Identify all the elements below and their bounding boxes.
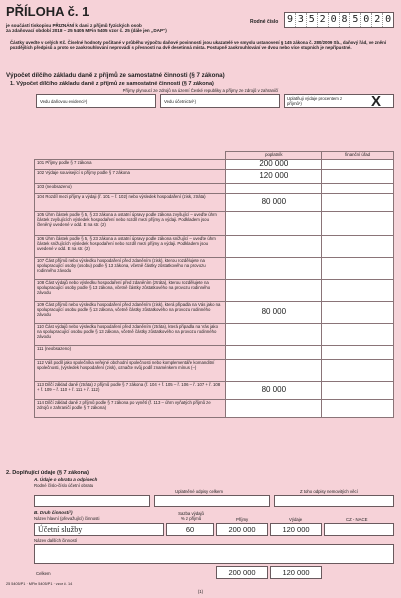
rc-label: Rodné číslo bbox=[250, 19, 279, 25]
other-activities-field[interactable] bbox=[34, 544, 394, 564]
row-value-poplatnik[interactable]: 80 000 bbox=[226, 193, 322, 211]
table-row bbox=[35, 193, 394, 211]
row-value-poplatnik[interactable]: 80 000 bbox=[226, 301, 322, 323]
rc-digit: 5 bbox=[350, 13, 361, 27]
vydaje-field[interactable] bbox=[284, 94, 394, 108]
row-value-poplatnik[interactable] bbox=[226, 359, 322, 381]
row-label: 107 Část příjmů nebo výsledku hospodaření před zdaněním (zisk), kterou rozdělujete na spolupracující osoby (osobu) podle § 13 zákona, včetně částky zůstatkového na provozu rodinného závodu bbox=[35, 257, 226, 279]
rc-digit: 3 bbox=[296, 13, 307, 27]
row-label: 109 Část příjmů nebo výsledku hospodaření před zdaněním (zisk), která připadla na Vás jako na spolupracující osobu podle § 13 zákona, včetně částky zůstatkového na provozu rodinného závodu bbox=[35, 301, 226, 323]
table-row bbox=[35, 279, 394, 301]
row-label: 106 Úhrn částek podle § 5, § 23 zákona a ostatní úpravy podle zákona snižující – uveďte úhrn částek snižujících výsledek hospodaření nebo rozdíl mezi příjmy a výdaji. Podkladem jsou uvedené v odd. E na str. (2) bbox=[35, 235, 226, 257]
total-label: Celkem bbox=[36, 571, 51, 576]
b-f2-label: Sazba výdajů % z příjmů bbox=[178, 511, 204, 521]
row-value-urad bbox=[322, 345, 394, 359]
table-row bbox=[35, 169, 394, 183]
table-row bbox=[35, 359, 394, 381]
table-row bbox=[35, 399, 394, 417]
rc-digit: 0 bbox=[385, 14, 392, 25]
section-title: Výpočet dílčího základu daně z příjmů ze samostatné činnosti (§ 7 zákona) bbox=[6, 72, 225, 79]
table-row bbox=[35, 301, 394, 323]
row-label: 101 Příjmy podle § 7 zákona bbox=[35, 159, 226, 169]
vydaje-checkbox[interactable]: X bbox=[370, 93, 381, 110]
rc-digit: 0 bbox=[361, 13, 372, 27]
a-f3-label: Z toho odpisy nemovitých věcí bbox=[300, 489, 358, 494]
ucetnictvi-field[interactable] bbox=[160, 94, 280, 108]
rc-digit: 9 bbox=[285, 13, 296, 27]
row-label: 113 Dílčí základ daně (ztráta) z příjmů podle § 7 zákona (ř. 104 + ř. 105 – ř. 106 – ř. 107 + ř. 108 + ř. 109 – ř. 110 + ř. 111 + ř. 112) bbox=[35, 381, 226, 399]
row-value-poplatnik[interactable] bbox=[226, 257, 322, 279]
row-label: 105 Úhrn částek podle § 5, § 23 zákona a ostatní úpravy podle zákona zvyšující – uveďte úhrn částek zvyšujících výsledek hospodaření nebo rozdíl mezi příjmy a výdaji. Podkladem jsou členěný uvedené v odd. E na str. (2) bbox=[35, 211, 226, 235]
form-title: PŘÍLOHA č. 1 bbox=[6, 4, 90, 19]
row-value-poplatnik[interactable] bbox=[226, 183, 322, 193]
col-poplatnik: poplatník bbox=[226, 152, 322, 160]
table-row bbox=[35, 323, 394, 345]
row-value-poplatnik[interactable] bbox=[226, 211, 322, 235]
a-f2-label: Uplatněné odpisy celkem bbox=[175, 489, 224, 494]
table-row bbox=[35, 159, 394, 169]
rc-digit: 2 bbox=[318, 13, 329, 27]
total-income-field[interactable]: 200 000 bbox=[216, 566, 268, 579]
total-expense-field[interactable]: 120 000 bbox=[270, 566, 322, 579]
row-value-urad bbox=[322, 359, 394, 381]
a-f1-field[interactable] bbox=[34, 495, 150, 507]
row-label: 110 Část výdajů nebo výsledku hospodaření před zdaněním (ztráta), která připadla na Vás jako na spolupracující osobu podle § 13 zákona, včetně částky zůstatkového na provozu rodinného závodu bbox=[35, 323, 226, 345]
table-row bbox=[35, 345, 394, 359]
row-label: 102 Výdaje související s příjmy podle § 7 zákona bbox=[35, 169, 226, 183]
table-row bbox=[35, 235, 394, 257]
row-value-poplatnik[interactable]: 200 000 bbox=[226, 159, 322, 169]
a-title: A. Údaje o obratu a odpisech bbox=[34, 477, 98, 482]
row-value-urad bbox=[322, 381, 394, 399]
b-f4-label: Výdaje bbox=[289, 517, 303, 522]
rc-digit: 0 bbox=[329, 13, 340, 27]
rc-digit: 2 bbox=[372, 13, 383, 27]
section-subtitle: 1. Výpočet dílčího základu daně z příjmů ze samostatné činnosti (§ 7 zákona) bbox=[10, 81, 214, 87]
b-f1-label: Název hlavní (převažující) činnosti bbox=[34, 516, 100, 521]
row-value-urad bbox=[322, 169, 394, 183]
evidence-label: Vedu daňovou evidenci¹) bbox=[40, 99, 88, 104]
row-label: 112 Váš podíl jako společníka veřejné obchodní společnosti nebo komplementáře komanditní společnosti, (výsledek hospodaření (zisk), označte svůj podíl znaménkem mínus (–) bbox=[35, 359, 226, 381]
other-label: Název dalších činností bbox=[34, 538, 77, 543]
form-subtitle-2: za zdaňovací období 2018 – 25 5405 MFin 5405 vzor č. 25 (dále jen „DAP“) bbox=[6, 28, 167, 33]
row-value-urad bbox=[322, 257, 394, 279]
row-value-urad bbox=[322, 399, 394, 417]
page-number: (1) bbox=[197, 589, 204, 594]
b-f5-label: CZ - NACE bbox=[346, 517, 368, 522]
rc-field[interactable] bbox=[284, 12, 394, 28]
row-value-urad bbox=[322, 235, 394, 257]
row-value-urad bbox=[322, 279, 394, 301]
row-label: 104 Rozdíl mezi příjmy a výdaji (ř. 101 – ř. 102) nebo výsledek hospodaření (zisk, ztráta) bbox=[35, 193, 226, 211]
row-label: 108 Část výdajů nebo výsledku hospodaření před zdaněním (ztráta), kterou rozdělujete na spolupracující osoby podle § 13 zákona, včetně částky zůstatkového na provozu rodinného závodu bbox=[35, 279, 226, 301]
row-value-urad bbox=[322, 301, 394, 323]
row-value-poplatnik[interactable] bbox=[226, 345, 322, 359]
vydaje-label: Uplatňuji výdaje procentem z příjmů¹) bbox=[287, 96, 343, 106]
row-label: 111 (neobsazeno) bbox=[35, 345, 226, 359]
a-f3-field[interactable] bbox=[274, 495, 394, 507]
b-title: B. Druh činnosti¹) bbox=[34, 510, 73, 515]
b-f3-label: Příjmy bbox=[236, 517, 249, 522]
section2-title: 2. Doplňující údaje (§ 7 zákona) bbox=[6, 470, 89, 476]
a-f1-label: Rodné číslo-číslo účetní obratu bbox=[34, 483, 94, 488]
table-row bbox=[35, 211, 394, 235]
row-value-poplatnik[interactable] bbox=[226, 399, 322, 417]
ucetnictvi-label: Vedu účetnictví¹) bbox=[164, 99, 197, 104]
col-urad: finanční úřad bbox=[322, 152, 394, 160]
row-value-urad bbox=[322, 211, 394, 235]
source-note: Příjmy plynoucí ze zdrojů na území České republiky a příjmy ze zdrojů v zahraničí bbox=[122, 88, 279, 93]
row-value-urad bbox=[322, 183, 394, 193]
row-value-poplatnik[interactable]: 120 000 bbox=[226, 169, 322, 183]
form-subtitle: je součástí tiskopisu PŘIZNÁNÍ k dani z příjmů fyzických osob bbox=[6, 23, 142, 28]
expense-field[interactable]: 120 000 bbox=[270, 523, 322, 536]
activity-field[interactable]: Účetní služby bbox=[34, 523, 164, 536]
table-row bbox=[35, 257, 394, 279]
row-value-urad bbox=[322, 193, 394, 211]
row-label: 103 (neobsazeno) bbox=[35, 183, 226, 193]
calc-table bbox=[34, 151, 394, 418]
table-row bbox=[35, 381, 394, 399]
row-label: 114 Dílčí základ daně z příjmů podle § 7 zákona po vynětí (ř. 113 – úhrn vyňatých příjmů ze zdrojů v zahraničí podle § 7 zákona) bbox=[35, 399, 226, 417]
income-field[interactable]: 200 000 bbox=[216, 523, 268, 536]
evidence-field[interactable] bbox=[36, 94, 156, 108]
row-value-poplatnik[interactable]: 80 000 bbox=[226, 381, 322, 399]
row-value-poplatnik[interactable] bbox=[226, 279, 322, 301]
rc-digit: 8 bbox=[340, 13, 351, 27]
a-f2-field[interactable] bbox=[154, 495, 270, 507]
row-value-poplatnik[interactable] bbox=[226, 323, 322, 345]
nace-field[interactable] bbox=[324, 523, 394, 536]
table-row bbox=[35, 183, 394, 193]
row-value-poplatnik[interactable] bbox=[226, 235, 322, 257]
form-code: 25 5405/P1 · MFin 5405/P1 · vzor č. 14 bbox=[6, 582, 73, 586]
notice-text: Částky uvedte v celých Kč. Číselné hodnoty počítané v průběhu výpočtu daňové povinnosti jsou ukazatelé ve smyslu ustanovení § 145 zákona č. 280/2009 Sb., daňový řád, ve znění pozdějších předpisů a proto se zaokrouhlování neprovádí s přesností na dvě desetinná místa. Postupně zaokrouhlování ve dvou nebo více stupních je nepřípustné. bbox=[10, 40, 387, 51]
rate-field[interactable]: 60 bbox=[166, 523, 214, 536]
row-value-urad bbox=[322, 159, 394, 169]
rc-digit: 5 bbox=[307, 13, 318, 27]
row-value-urad bbox=[322, 323, 394, 345]
